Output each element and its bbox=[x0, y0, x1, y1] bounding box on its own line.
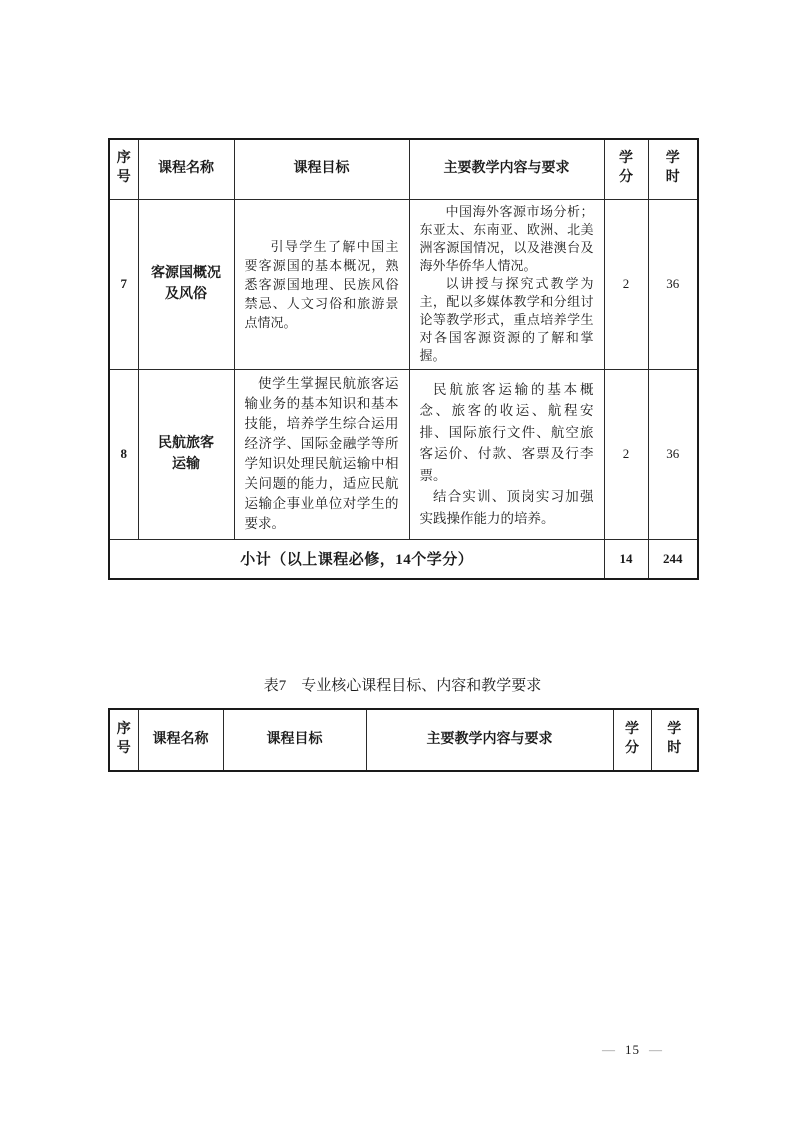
table7-header-row bbox=[109, 709, 698, 771]
row8-objective-text: 使学生掌握民航旅客运输业务的基本知识和基本技能，培养学生综合运用经济学、国际金融学等所学知识处理民航运输中相关问题的能力，适应民航运输企事业单位对学生的要求。 bbox=[244, 376, 399, 531]
table7-col-header-content-label: 主要教学内容与要求 bbox=[426, 731, 553, 747]
row8-content-paragraph-1: 民航旅客运输的基本概念、旅客的收运、航程安排、国际旅行文件、航空旅客运价、付款、客票及行李票。 bbox=[419, 381, 594, 483]
col-header-hours bbox=[648, 139, 698, 199]
col-header-course-name-label: 课程名称 bbox=[158, 160, 214, 176]
table-header-row bbox=[109, 139, 698, 199]
row8-course-name-label: 民航旅客运输 bbox=[157, 436, 214, 472]
course-table-6 bbox=[108, 138, 699, 580]
col-header-credits-label: 学分 bbox=[619, 151, 633, 186]
table7-col-header-objective-label: 课程目标 bbox=[266, 731, 323, 747]
row8-course-name bbox=[138, 369, 234, 539]
col-header-no-label: 序号 bbox=[116, 151, 131, 186]
subtotal-label: 小计（以上课程必修，14个学分） bbox=[109, 539, 604, 579]
footer-right-dash: — bbox=[649, 1042, 663, 1057]
footer-left-dash: — bbox=[602, 1042, 616, 1057]
table7-col-header-objective bbox=[223, 709, 366, 771]
course-table-7 bbox=[108, 708, 699, 772]
table7-col-header-hours bbox=[651, 709, 698, 771]
table7-col-header-course-name bbox=[138, 709, 223, 771]
table7-col-header-no-label: 序号 bbox=[116, 722, 131, 756]
table7-col-header-hours-label: 学时 bbox=[667, 722, 682, 756]
row8-number: 8 bbox=[109, 369, 138, 539]
page-footer bbox=[593, 1042, 672, 1058]
page-number: 15 bbox=[625, 1042, 640, 1057]
col-header-content bbox=[409, 139, 604, 199]
row7-content-cell bbox=[409, 199, 604, 369]
table7-caption: 表7 专业核心课程目标、内容和教学要求 bbox=[263, 678, 542, 694]
row8-content-cell bbox=[409, 369, 604, 539]
row8-content-paragraph-2: 结合实训、顶岗实习加强实践操作能力的培养。 bbox=[419, 489, 594, 526]
table7-col-header-course-name-label: 课程名称 bbox=[152, 731, 209, 747]
table-row-course-8 bbox=[109, 369, 698, 539]
col-header-hours-label: 学时 bbox=[665, 151, 680, 186]
col-header-objective bbox=[234, 139, 409, 199]
table7-col-header-credits bbox=[613, 709, 651, 771]
subtotal-hours: 244 bbox=[648, 539, 698, 579]
col-header-course-name bbox=[138, 139, 234, 199]
table-subtotal-row bbox=[109, 539, 698, 579]
col-header-objective-label: 课程目标 bbox=[293, 160, 350, 176]
row7-course-name-label: 客源国概况及风俗 bbox=[150, 266, 221, 302]
table-row-course-7 bbox=[109, 199, 698, 369]
table7-col-header-content bbox=[366, 709, 613, 771]
row7-course-name bbox=[138, 199, 234, 369]
row7-content-paragraph-1: 中国海外客源市场分析；东亚太、东南亚、欧洲、北美洲客源国情况，以及港澳台及海外华侨华人情况。 bbox=[419, 203, 594, 273]
row8-credits: 2 bbox=[604, 369, 648, 539]
row8-objective-cell bbox=[234, 369, 409, 539]
col-header-credits bbox=[604, 139, 648, 199]
row7-content-paragraph-2: 以讲授与探究式教学为主，配以多媒体教学和分组讨论等教学形式，重点培养学生对各国客源资源的了解和掌握。 bbox=[419, 275, 594, 363]
row8-hours: 36 bbox=[648, 369, 698, 539]
table7-col-header-no bbox=[109, 709, 138, 771]
row7-credits: 2 bbox=[604, 199, 648, 369]
table7-col-header-credits-label: 学分 bbox=[625, 722, 639, 756]
subtotal-credits: 14 bbox=[604, 539, 648, 579]
row7-objective-text: 引导学生了解中国主要客源国的基本概况，熟悉客源国地理、民族风俗禁忌、人文习俗和旅游景点情况。 bbox=[244, 238, 399, 330]
col-header-no bbox=[109, 139, 138, 199]
row7-number: 7 bbox=[109, 199, 138, 369]
row7-objective-cell bbox=[234, 199, 409, 369]
col-header-content-label: 主要教学内容与要求 bbox=[443, 160, 570, 176]
row7-hours: 36 bbox=[648, 199, 698, 369]
